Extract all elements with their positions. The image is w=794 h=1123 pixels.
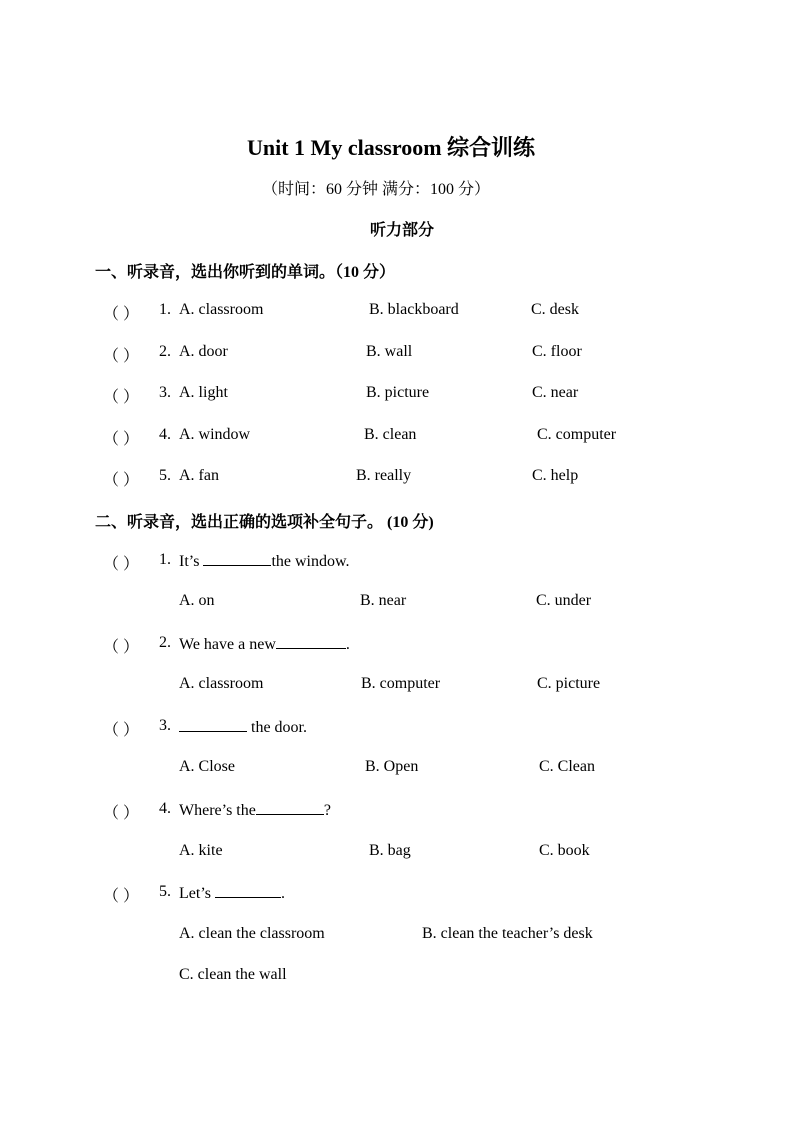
answer-bracket: （ ） xyxy=(103,431,140,448)
question-stem xyxy=(179,883,285,903)
option-b: B. blackboard xyxy=(369,301,459,318)
option-b: B. computer xyxy=(361,675,441,692)
question-number: 1. xyxy=(159,301,171,318)
stem-text-before: Let’s xyxy=(179,885,215,902)
option-b: B. bag xyxy=(369,842,411,859)
question-stem xyxy=(179,800,331,820)
question-number: 1. xyxy=(159,551,171,568)
option-c: C. near xyxy=(532,384,579,401)
option-c: C. help xyxy=(532,467,579,484)
document-title: Unit 1 My classroom 综合训练 xyxy=(247,135,536,160)
option-a: A. classroom xyxy=(179,675,264,692)
question-stem xyxy=(179,551,350,571)
answer-blank xyxy=(256,800,324,815)
option-a: A. light xyxy=(179,384,228,401)
question-number: 2. xyxy=(159,343,171,360)
stem-text-after: ? xyxy=(323,802,331,819)
question-stem xyxy=(179,634,350,654)
question-number: 2. xyxy=(159,634,171,651)
section2-heading: 二、听录音，选出正确的选项补全句子。 (10 分) xyxy=(95,514,434,531)
stem-text-before: It’s xyxy=(179,553,204,570)
option-a: A. fan xyxy=(179,467,219,484)
stem-text-after: the door. xyxy=(247,719,307,736)
option-b: B. wall xyxy=(366,343,413,360)
option-c: C. desk xyxy=(531,301,579,318)
option-a: A. Close xyxy=(179,758,235,775)
option-a: A. kite xyxy=(179,842,223,859)
option-b: B. really xyxy=(356,467,412,484)
part-heading: 听力部分 xyxy=(370,222,435,239)
option-a: A. window xyxy=(179,426,251,443)
question-number: 3. xyxy=(159,384,171,401)
exam-info: （时间：60 分钟 满分：100 分） xyxy=(262,181,491,198)
stem-text-after: . xyxy=(281,885,285,902)
answer-blank xyxy=(179,717,247,732)
option-c: C. picture xyxy=(537,675,601,692)
answer-bracket: （ ） xyxy=(103,389,140,406)
option-a: A. clean the classroom xyxy=(179,925,325,942)
answer-bracket: （ ） xyxy=(103,805,140,822)
option-c: C. under xyxy=(536,592,592,609)
option-a: A. door xyxy=(179,343,228,360)
answer-blank xyxy=(215,883,281,898)
answer-bracket: （ ） xyxy=(103,472,140,489)
option-b: B. Open xyxy=(365,758,419,775)
option-c: C. Clean xyxy=(539,758,595,775)
answer-bracket: （ ） xyxy=(103,306,140,323)
stem-text-before: We have a new xyxy=(179,636,276,653)
question-number: 4. xyxy=(159,800,171,817)
answer-bracket: （ ） xyxy=(103,888,140,905)
answer-blank xyxy=(276,634,346,649)
option-b: B. clean xyxy=(364,426,417,443)
option-c: C. floor xyxy=(532,343,582,360)
answer-bracket: （ ） xyxy=(103,639,140,656)
stem-text-after: . xyxy=(345,636,350,653)
question-number: 4. xyxy=(159,426,171,443)
stem-text-before: Where’s the xyxy=(179,802,256,819)
section1-heading: 一、听录音，选出你听到的单词。（10 分） xyxy=(95,264,396,281)
question-number: 5. xyxy=(159,883,171,900)
option-b: B. clean the teacher’s desk xyxy=(422,925,593,942)
answer-bracket: （ ） xyxy=(103,348,140,365)
answer-bracket: （ ） xyxy=(103,556,140,573)
question-stem xyxy=(179,717,307,737)
option-b: B. picture xyxy=(366,384,430,401)
option-b: B. near xyxy=(360,592,407,609)
option-a: A. on xyxy=(179,592,215,609)
question-number: 3. xyxy=(159,717,171,734)
question-number: 5. xyxy=(159,467,171,484)
option-a: A. classroom xyxy=(179,301,264,318)
stem-text-after: the window. xyxy=(271,553,350,570)
answer-blank xyxy=(203,551,271,566)
option-c: C. clean the wall xyxy=(179,966,287,983)
option-c: C. computer xyxy=(537,426,617,443)
answer-bracket: （ ） xyxy=(103,722,140,739)
option-c: C. book xyxy=(539,842,590,859)
